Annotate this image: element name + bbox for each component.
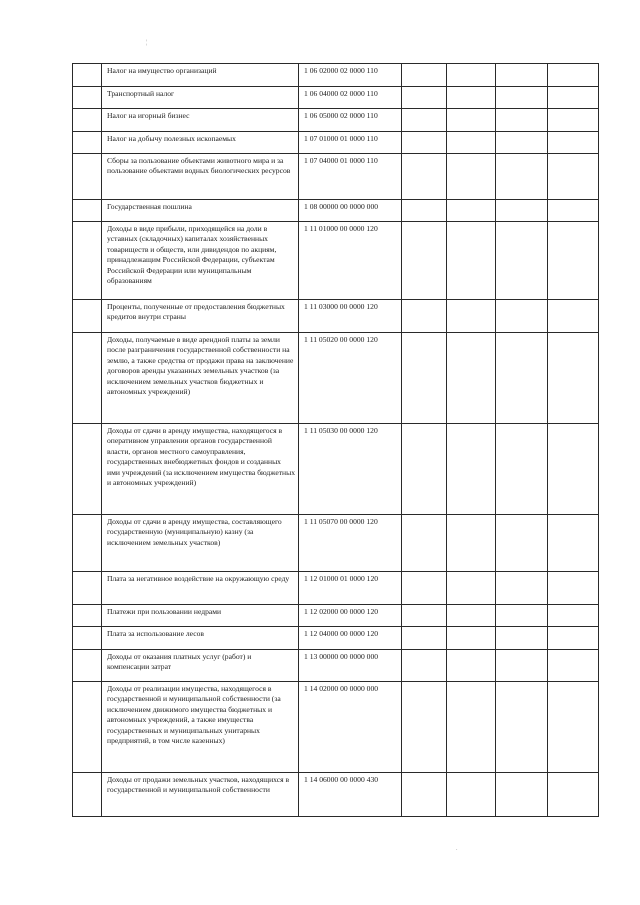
revenue-name-cell: Доходы от сдачи в аренду имущества, составляющего государственную (муниципальную) казну (за исключением земельных участков) <box>102 515 299 572</box>
value-cell <box>447 154 496 200</box>
revenue-name-cell: Платежи при пользовании недрами <box>102 605 299 627</box>
revenue-name-cell: Транспортный налог <box>102 87 299 109</box>
value-cell <box>496 64 548 87</box>
budget-code-cell: 1 11 03000 00 0000 120 <box>299 300 402 333</box>
table-row <box>73 222 599 300</box>
value-cell <box>447 64 496 87</box>
revenue-name-cell: Плата за негативное воздействие на окружающую среду <box>102 572 299 605</box>
value-cell <box>447 650 496 682</box>
table-row <box>73 132 599 154</box>
budget-code-cell: 1 11 01000 00 0000 120 <box>299 222 402 300</box>
value-cell <box>496 682 548 773</box>
value-cell <box>402 333 447 424</box>
value-cell <box>496 132 548 154</box>
value-cell <box>496 650 548 682</box>
value-cell <box>402 572 447 605</box>
table-row <box>73 682 599 773</box>
budget-code-cell: 1 06 02000 02 0000 110 <box>299 64 402 87</box>
value-cell <box>548 650 599 682</box>
budget-code-cell: 1 12 01000 01 0000 120 <box>299 572 402 605</box>
value-cell <box>496 300 548 333</box>
value-cell <box>496 627 548 650</box>
revenue-name-cell: Доходы в виде прибыли, приходящейся на доли в уставных (складочных) капиталах хозяйственных товариществ и обществ, или дивидендов по акциям, принадлежащим Российской Федерации, субъектам Российской Федерации или муниципальным образованиям <box>102 222 299 300</box>
budget-code-cell: 1 08 00000 00 0000 000 <box>299 200 402 222</box>
value-cell <box>402 627 447 650</box>
value-cell <box>402 87 447 109</box>
value-cell <box>402 424 447 515</box>
row-number-cell <box>73 64 102 87</box>
value-cell <box>548 222 599 300</box>
budget-code-cell: 1 14 06000 00 0000 430 <box>299 773 402 817</box>
value-cell <box>402 300 447 333</box>
value-cell <box>548 773 599 817</box>
row-number-cell <box>73 605 102 627</box>
value-cell <box>402 132 447 154</box>
table-row <box>73 333 599 424</box>
revenue-name-cell: Государственная пошлина <box>102 200 299 222</box>
revenue-name-cell: Налог на имущество организаций <box>102 64 299 87</box>
scan-artifact-top: ¦ <box>146 40 148 46</box>
row-number-cell <box>73 515 102 572</box>
budget-code-cell: 1 07 04000 01 0000 110 <box>299 154 402 200</box>
value-cell <box>548 424 599 515</box>
revenue-name-cell: Сборы за пользование объектами животного мира и за пользование объектами водных биологических ресурсов <box>102 154 299 200</box>
row-number-cell <box>73 650 102 682</box>
table-row <box>73 87 599 109</box>
budget-code-cell: 1 06 04000 02 0000 110 <box>299 87 402 109</box>
row-number-cell <box>73 132 102 154</box>
row-number-cell <box>73 572 102 605</box>
value-cell <box>402 109 447 132</box>
value-cell <box>496 200 548 222</box>
budget-code-cell: 1 14 02000 00 0000 000 <box>299 682 402 773</box>
row-number-cell <box>73 109 102 132</box>
table-row <box>73 572 599 605</box>
value-cell <box>402 605 447 627</box>
table-row <box>73 154 599 200</box>
table-row <box>73 773 599 817</box>
value-cell <box>548 572 599 605</box>
value-cell <box>402 222 447 300</box>
value-cell <box>447 605 496 627</box>
value-cell <box>447 200 496 222</box>
table-row <box>73 650 599 682</box>
row-number-cell <box>73 627 102 650</box>
value-cell <box>402 515 447 572</box>
row-number-cell <box>73 154 102 200</box>
value-cell <box>447 222 496 300</box>
value-cell <box>402 773 447 817</box>
revenue-name-cell: Доходы, получаемые в виде арендной платы за земли после разграничения государственной собственности на землю, а также средства от продажи права на заключение договоров аренды указанных земельных участков (за исключением земельных участков бюджетных и автономных учреждений) <box>102 333 299 424</box>
table-row <box>73 300 599 333</box>
value-cell <box>496 333 548 424</box>
value-cell <box>496 424 548 515</box>
budget-code-cell: 1 11 05070 00 0000 120 <box>299 515 402 572</box>
row-number-cell <box>73 200 102 222</box>
revenue-name-cell: Плата за использование лесов <box>102 627 299 650</box>
scan-artifact-bottom: . <box>456 846 458 852</box>
value-cell <box>447 132 496 154</box>
value-cell <box>548 87 599 109</box>
table-row <box>73 424 599 515</box>
value-cell <box>496 222 548 300</box>
revenue-classification-table <box>72 63 599 817</box>
value-cell <box>447 87 496 109</box>
value-cell <box>496 572 548 605</box>
value-cell <box>447 333 496 424</box>
row-number-cell <box>73 222 102 300</box>
value-cell <box>548 64 599 87</box>
value-cell <box>447 773 496 817</box>
table-row <box>73 627 599 650</box>
budget-code-cell: 1 12 04000 00 0000 120 <box>299 627 402 650</box>
revenue-name-cell: Доходы от оказания платных услуг (работ) и компенсации затрат <box>102 650 299 682</box>
row-number-cell <box>73 773 102 817</box>
value-cell <box>447 682 496 773</box>
revenue-name-cell: Доходы от реализации имущества, находящегося в государственной и муниципальной собственности (за исключением движимого имущества бюджетных и автономных учреждений, а также имущества государственных и муниципальных унитарных предприятий, в том числе казенных) <box>102 682 299 773</box>
row-number-cell <box>73 87 102 109</box>
value-cell <box>496 515 548 572</box>
revenue-name-cell: Налог на игорный бизнес <box>102 109 299 132</box>
budget-code-cell: 1 12 02000 00 0000 120 <box>299 605 402 627</box>
value-cell <box>447 109 496 132</box>
value-cell <box>548 605 599 627</box>
value-cell <box>548 109 599 132</box>
budget-code-cell: 1 06 05000 02 0000 110 <box>299 109 402 132</box>
value-cell <box>548 627 599 650</box>
value-cell <box>447 515 496 572</box>
table-row <box>73 64 599 87</box>
revenue-name-cell: Налог на добычу полезных ископаемых <box>102 132 299 154</box>
value-cell <box>402 200 447 222</box>
value-cell <box>402 64 447 87</box>
value-cell <box>496 87 548 109</box>
table-row <box>73 515 599 572</box>
value-cell <box>548 682 599 773</box>
value-cell <box>447 627 496 650</box>
value-cell <box>548 333 599 424</box>
value-cell <box>548 515 599 572</box>
budget-code-cell: 1 07 01000 01 0000 110 <box>299 132 402 154</box>
table-row <box>73 109 599 132</box>
row-number-cell <box>73 300 102 333</box>
row-number-cell <box>73 333 102 424</box>
value-cell <box>447 572 496 605</box>
value-cell <box>402 650 447 682</box>
value-cell <box>548 200 599 222</box>
value-cell <box>548 300 599 333</box>
value-cell <box>402 154 447 200</box>
revenue-name-cell: Доходы от сдачи в аренду имущества, находящегося в оперативном управлении органов государственной власти, органов местного самоуправления, государственных внебюджетных фондов и созданных ими учреждений (за исключением имущества бюджетных и автономных учреждений) <box>102 424 299 515</box>
row-number-cell <box>73 682 102 773</box>
value-cell <box>496 605 548 627</box>
revenue-name-cell: Проценты, полученные от предоставления бюджетных кредитов внутри страны <box>102 300 299 333</box>
table-row <box>73 605 599 627</box>
revenue-name-cell: Доходы от продажи земельных участков, находящихся в государственной и муниципальной собственности <box>102 773 299 817</box>
value-cell <box>447 424 496 515</box>
value-cell <box>548 132 599 154</box>
value-cell <box>447 300 496 333</box>
table-row <box>73 200 599 222</box>
budget-code-cell: 1 11 05020 00 0000 120 <box>299 333 402 424</box>
value-cell <box>496 154 548 200</box>
value-cell <box>496 109 548 132</box>
value-cell <box>496 773 548 817</box>
value-cell <box>402 682 447 773</box>
budget-code-cell: 1 11 05030 00 0000 120 <box>299 424 402 515</box>
value-cell <box>548 154 599 200</box>
row-number-cell <box>73 424 102 515</box>
budget-code-cell: 1 13 00000 00 0000 000 <box>299 650 402 682</box>
